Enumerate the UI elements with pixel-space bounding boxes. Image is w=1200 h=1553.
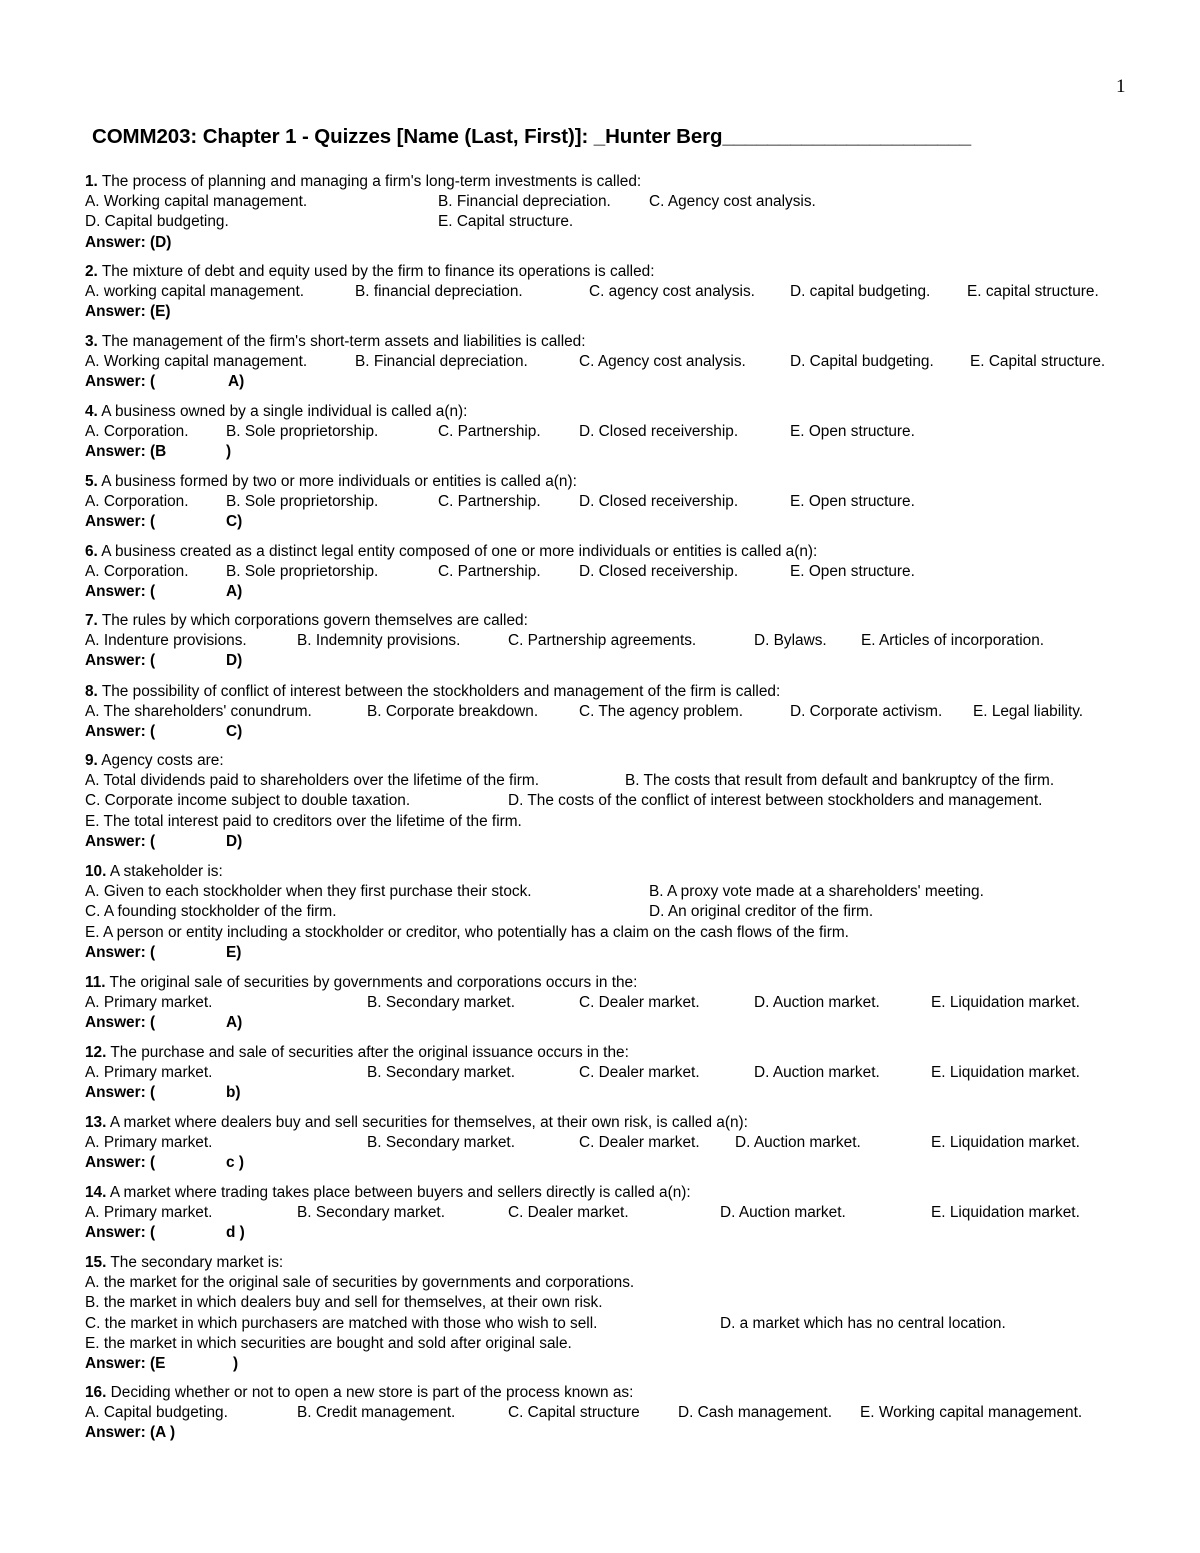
option-d: D. capital budgeting. bbox=[790, 283, 931, 301]
question-stem: The possibility of conflict of interest between the stockholders and management of the firm is called: bbox=[97, 683, 781, 700]
question-stem: The purchase and sale of securities after the original issuance occurs in the: bbox=[106, 1044, 629, 1061]
question-number: 1. bbox=[85, 173, 98, 190]
question-6 bbox=[85, 542, 1135, 603]
answer-label: Answer: ( bbox=[85, 652, 156, 670]
answer-label: Answer: ( bbox=[85, 513, 156, 531]
answer-label: Answer: ( bbox=[85, 832, 156, 850]
answer-label: Answer: (D) bbox=[85, 233, 172, 251]
question-12 bbox=[85, 1043, 1135, 1104]
option-b: B. Credit management. bbox=[297, 1404, 456, 1422]
option-a: A. Working capital management. bbox=[85, 353, 308, 371]
option-c: C. A founding stockholder of the firm. bbox=[85, 903, 337, 921]
option-c: C. Dealer market. bbox=[579, 994, 700, 1012]
option-d: D. The costs of the conflict of interest between stockholders and management. bbox=[508, 792, 1043, 810]
answer-label: Answer: (E) bbox=[85, 303, 171, 321]
answer-value: C) bbox=[226, 723, 243, 741]
option-a: A. Primary market. bbox=[85, 1134, 213, 1152]
option-e: E. Capital structure. bbox=[438, 213, 574, 231]
question-number: 8. bbox=[85, 683, 98, 700]
question-stem: A business owned by a single individual is called a(n): bbox=[97, 403, 468, 420]
answer-value: A) bbox=[226, 1014, 243, 1032]
option-b: B. the market in which dealers buy and sell for themselves, at their own risk. bbox=[85, 1294, 603, 1312]
option-e: E. Working capital management. bbox=[860, 1404, 1083, 1422]
option-a: A. Capital budgeting. bbox=[85, 1404, 228, 1422]
option-a: A. Corporation. bbox=[85, 563, 189, 581]
option-b: B. Secondary market. bbox=[367, 1064, 515, 1082]
option-e: E. Capital structure. bbox=[970, 353, 1106, 371]
answer-label: Answer: (E bbox=[85, 1354, 166, 1372]
option-b: B. Secondary market. bbox=[367, 1134, 515, 1152]
question-stem: The management of the firm's short-term assets and liabilities is called: bbox=[97, 333, 586, 350]
option-a: A. Given to each stockholder when they first purchase their stock. bbox=[85, 883, 532, 901]
answer-label: Answer: ( bbox=[85, 1224, 156, 1242]
answer-label: Answer: ( bbox=[85, 1014, 156, 1032]
option-e: E. Open structure. bbox=[790, 493, 915, 511]
option-a: A. Total dividends paid to shareholders over the lifetime of the firm. bbox=[85, 772, 539, 790]
answer-label: Answer: ( bbox=[85, 373, 156, 391]
answer-label: Answer: (A ) bbox=[85, 1424, 176, 1442]
option-e: E. Liquidation market. bbox=[931, 1204, 1080, 1222]
option-c: C. agency cost analysis. bbox=[589, 283, 755, 301]
answer-label: Answer: ( bbox=[85, 1084, 156, 1102]
question-stem: A market where dealers buy and sell securities for themselves, at their own risk, is called a(n): bbox=[106, 1114, 748, 1131]
option-b: B. Sole proprietorship. bbox=[226, 423, 379, 441]
option-a: A. Corporation. bbox=[85, 493, 189, 511]
option-b: B. Secondary market. bbox=[297, 1204, 445, 1222]
question-stem: Deciding whether or not to open a new store is part of the process known as: bbox=[106, 1384, 634, 1401]
option-c: C. Corporate income subject to double taxation. bbox=[85, 792, 411, 810]
option-c: C. Agency cost analysis. bbox=[649, 193, 816, 211]
option-b: B. The costs that result from default and bankruptcy of the firm. bbox=[625, 772, 1055, 790]
option-d: D. Bylaws. bbox=[754, 632, 827, 650]
option-d: D. Auction market. bbox=[754, 994, 880, 1012]
option-e: E. Open structure. bbox=[790, 563, 915, 581]
option-b: B. Indemnity provisions. bbox=[297, 632, 461, 650]
question-8 bbox=[85, 682, 1135, 743]
option-d: D. Corporate activism. bbox=[790, 703, 943, 721]
option-d: D. Closed receivership. bbox=[579, 563, 739, 581]
question-number: 6. bbox=[85, 543, 98, 560]
option-c: C. Partnership. bbox=[438, 563, 541, 581]
question-number: 2. bbox=[85, 263, 98, 280]
answer-value: D) bbox=[226, 652, 243, 670]
question-4 bbox=[85, 402, 1135, 463]
option-a: A. Primary market. bbox=[85, 1204, 213, 1222]
question-10 bbox=[85, 862, 1135, 963]
question-stem: The rules by which corporations govern themselves are called: bbox=[97, 612, 528, 629]
question-2 bbox=[85, 262, 1135, 323]
answer-value: D) bbox=[226, 832, 243, 850]
answer-label: Answer: ( bbox=[85, 723, 156, 741]
page-title: COMM203: Chapter 1 - Quizzes [Name (Last, First)]: _Hunter Berg______________________ bbox=[92, 125, 972, 148]
option-d: D. Capital budgeting. bbox=[85, 213, 229, 231]
question-number: 11. bbox=[85, 974, 106, 991]
option-c: C. Capital structure bbox=[508, 1404, 640, 1422]
question-number: 10. bbox=[85, 863, 107, 880]
question-number: 14. bbox=[85, 1184, 107, 1201]
question-14 bbox=[85, 1183, 1135, 1244]
option-e: E. the market in which securities are bought and sold after original sale. bbox=[85, 1334, 572, 1352]
answer-value: E) bbox=[226, 943, 242, 961]
option-d: D. Auction market. bbox=[720, 1204, 846, 1222]
option-a: A. Working capital management. bbox=[85, 193, 308, 211]
option-a: A. Primary market. bbox=[85, 1064, 213, 1082]
question-5 bbox=[85, 472, 1135, 533]
question-11 bbox=[85, 973, 1135, 1034]
question-number: 13. bbox=[85, 1114, 107, 1131]
question-stem: The mixture of debt and equity used by the firm to finance its operations is called: bbox=[97, 263, 655, 280]
answer-value: A) bbox=[228, 373, 245, 391]
option-b: B. Sole proprietorship. bbox=[226, 563, 379, 581]
option-d: D. Cash management. bbox=[678, 1404, 832, 1422]
option-d: D. Closed receivership. bbox=[579, 423, 739, 441]
question-number: 12. bbox=[85, 1044, 107, 1061]
option-e: E. Liquidation market. bbox=[931, 1064, 1080, 1082]
question-16 bbox=[85, 1383, 1135, 1444]
question-15 bbox=[85, 1253, 1135, 1374]
option-e: E. A person or entity including a stockholder or creditor, who potentially has a claim on the cash flows of the firm. bbox=[85, 923, 849, 941]
answer-label: Answer: ( bbox=[85, 583, 156, 601]
option-a: A. Indenture provisions. bbox=[85, 632, 247, 650]
answer-value: d ) bbox=[226, 1224, 245, 1242]
option-e: E. The total interest paid to creditors over the lifetime of the firm. bbox=[85, 812, 522, 830]
answer-value: c ) bbox=[226, 1154, 244, 1172]
question-stem: The process of planning and managing a firm's long-term investments is called: bbox=[97, 173, 642, 190]
page-number: 1 bbox=[1116, 76, 1126, 97]
option-b: B. Financial depreciation. bbox=[438, 193, 611, 211]
option-e: E. Legal liability. bbox=[973, 703, 1084, 721]
option-d: D. Closed receivership. bbox=[579, 493, 739, 511]
option-a: A. The shareholders' conundrum. bbox=[85, 703, 312, 721]
option-e: E. Liquidation market. bbox=[931, 1134, 1080, 1152]
answer-value: ) bbox=[226, 443, 232, 461]
question-number: 4. bbox=[85, 403, 98, 420]
option-c: C. Partnership. bbox=[438, 493, 541, 511]
option-e: E. Open structure. bbox=[790, 423, 915, 441]
question-9 bbox=[85, 751, 1135, 852]
option-d: D. a market which has no central location. bbox=[720, 1314, 1006, 1332]
question-number: 16. bbox=[85, 1384, 107, 1401]
answer-label: Answer: ( bbox=[85, 1154, 156, 1172]
option-c: C. Dealer market. bbox=[579, 1064, 700, 1082]
option-a: A. Primary market. bbox=[85, 994, 213, 1012]
answer-label: Answer: (B bbox=[85, 443, 167, 461]
option-c: C. Dealer market. bbox=[579, 1134, 700, 1152]
answer-value: ) bbox=[233, 1354, 239, 1372]
option-e: E. capital structure. bbox=[967, 283, 1099, 301]
option-e: E. Articles of incorporation. bbox=[861, 632, 1045, 650]
question-7 bbox=[85, 611, 1135, 672]
question-stem: A stakeholder is: bbox=[106, 863, 223, 880]
question-number: 5. bbox=[85, 473, 98, 490]
question-13 bbox=[85, 1113, 1135, 1174]
question-stem: A business formed by two or more individuals or entities is called a(n): bbox=[97, 473, 577, 490]
option-a: A. Corporation. bbox=[85, 423, 189, 441]
option-b: B. Corporate breakdown. bbox=[367, 703, 539, 721]
question-stem: Agency costs are: bbox=[97, 752, 224, 769]
option-b: B. financial depreciation. bbox=[355, 283, 523, 301]
question-number: 9. bbox=[85, 752, 98, 769]
option-b: B. A proxy vote made at a shareholders' meeting. bbox=[649, 883, 984, 901]
option-c: C. Partnership agreements. bbox=[508, 632, 697, 650]
question-number: 7. bbox=[85, 612, 98, 629]
question-3 bbox=[85, 332, 1135, 393]
answer-value: A) bbox=[226, 583, 243, 601]
option-b: B. Financial depreciation. bbox=[355, 353, 528, 371]
option-b: B. Secondary market. bbox=[367, 994, 515, 1012]
option-a: A. the market for the original sale of securities by governments and corporations. bbox=[85, 1274, 635, 1292]
option-c: C. the market in which purchasers are matched with those who wish to sell. bbox=[85, 1314, 598, 1332]
question-1 bbox=[85, 172, 1135, 253]
question-stem: A business created as a distinct legal entity composed of one or more individuals or entities is called a(n): bbox=[97, 543, 818, 560]
question-stem: The original sale of securities by governments and corporations occurs in the: bbox=[105, 974, 638, 991]
answer-label: Answer: ( bbox=[85, 943, 156, 961]
option-a: A. working capital management. bbox=[85, 283, 305, 301]
option-c: C. Partnership. bbox=[438, 423, 541, 441]
option-b: B. Sole proprietorship. bbox=[226, 493, 379, 511]
option-c: C. Agency cost analysis. bbox=[579, 353, 746, 371]
question-stem: A market where trading takes place between buyers and sellers directly is called a(n): bbox=[106, 1184, 691, 1201]
option-e: E. Liquidation market. bbox=[931, 994, 1080, 1012]
option-d: D. Capital budgeting. bbox=[790, 353, 934, 371]
option-d: D. Auction market. bbox=[735, 1134, 861, 1152]
question-number: 3. bbox=[85, 333, 98, 350]
option-c: C. Dealer market. bbox=[508, 1204, 629, 1222]
option-d: D. Auction market. bbox=[754, 1064, 880, 1082]
option-c: C. The agency problem. bbox=[579, 703, 743, 721]
question-number: 15. bbox=[85, 1254, 107, 1271]
question-stem: The secondary market is: bbox=[106, 1254, 284, 1271]
answer-value: C) bbox=[226, 513, 243, 531]
option-d: D. An original creditor of the firm. bbox=[649, 903, 874, 921]
answer-value: b) bbox=[226, 1084, 241, 1102]
